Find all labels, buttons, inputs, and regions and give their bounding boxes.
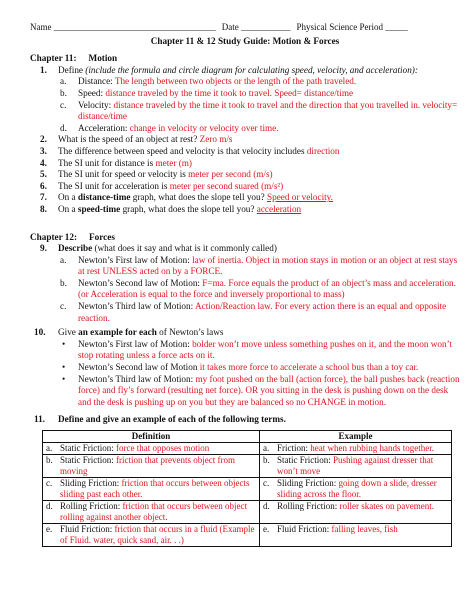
q9-item-c: c. Newton’s Third law of Motion: Action/Reaction law. For every action there is an equal and opposite reaction.: [60, 301, 447, 323]
date-field: Date ___________: [221, 22, 291, 32]
question-2: 2. What is the speed of an object at rest? Zero m/s: [40, 134, 233, 145]
header-line: [30, 22, 460, 34]
question-9: 9. Describe (what does it say and what is it commonly called): [40, 243, 277, 254]
q1-item-a: a. Distance: The length between two objects or the length of the path traveled.: [60, 76, 357, 87]
table-row: b. Static Friction: friction that prevents object from moving b. Static Friction: Pushing against dresser that won’t move: [43, 455, 452, 478]
q10-item-second-law: • Newton’s Second law of Motion it takes more force to accelerate a school bus than a toy car.: [62, 362, 419, 373]
table-row: d. Rolling Friction: friction that occurs between object rolling against another object. d. Rolling Friction: roller skates on pavement.: [43, 501, 452, 524]
q10-item-first-law: • Newton’s First law of Motion: bolder won’t move unless something pushes on it, and the moon won’t stop rotating unless a force acts on it.: [62, 338, 453, 361]
bullet-icon: •: [62, 362, 66, 373]
question-6: 6. The SI unit for acceleration is meter per second suared (m/s²): [40, 180, 284, 191]
definition-column-header: Definition: [43, 431, 260, 443]
study-guide-page: [30, 22, 460, 547]
q1-item-c: c. Velocity: distance traveled by the time it took to travel and the direction that you travelled in. velocity= distance/time: [60, 99, 458, 122]
question-7: 7. On a distance-time graph, what does the slope tell you? Speed or velocity.: [40, 192, 333, 203]
question-5: 5. The SI unit for speed or velocity is meter per second (m/s): [40, 169, 273, 180]
table-row: e. Fluid Friction: friction that occurs in a fluid (Example of Fluid. water, quick sand, air. . .) e. Fluid Friction: falling leaves, fish: [43, 524, 452, 547]
table-row: c. Sliding Friction: friction that occurs between objects sliding past each other. c. Sliding Friction: going down a slide, dresser sliding across the floor.: [43, 478, 452, 501]
page-title: Chapter 11 & 12 Study Guide: Motion & Forces: [150, 35, 340, 46]
example-column-header: Example: [260, 431, 452, 443]
name-field: Name ____________________________________: [30, 22, 216, 32]
question-8: 8. On a speed-time graph, what does the slope tell you? acceleration: [40, 203, 302, 214]
question-4: 4. The SI unit for distance is meter (m): [40, 157, 192, 168]
q9-item-b: b. Newton’s Second law of Motion: F=ma. Force equals the product of an object’s mass and acceleration. (or Acceleration is equal to the force and inversely proportional to mass): [60, 277, 456, 300]
chapter-12-heading: Chapter 12: Forces: [30, 231, 115, 242]
q10-item-third-law: • Newton’s Third law of Motion: my foot pushed on the ball (action force), the ball pushes back (reaction force) and fly’s forward (resulting net force). OR you sitting in the desk is pushing down on the desk and the desk is pushing up on you but they are balanced so no CHANGE in motion.: [62, 373, 460, 407]
question-10: 10. Give an example for each of Newton’s laws: [34, 327, 224, 338]
question-3: 3. The difference between speed and velocity is that velocity includes direction: [40, 145, 340, 156]
chapter-11-heading: Chapter 11: Motion: [30, 53, 118, 64]
period-field: Physical Science Period _____: [296, 22, 408, 32]
bullet-icon: •: [62, 373, 66, 384]
q1-item-d: d. Acceleration: change in velocity or velocity over time.: [60, 122, 279, 133]
q1-item-b: b. Speed: distance traveled by the time it took to travel. Speed= distance/time: [60, 87, 354, 98]
table-row: a. Static Friction: force that opposes motion a. Friction: heat when rubbing hands together.: [43, 443, 452, 455]
question-1: 1. Define (include the formula and circle diagram for calculating speed, velocity, and acceleration):: [40, 64, 418, 75]
bullet-icon: •: [62, 338, 66, 349]
q9-item-a: a. Newton’s First law of Motion: law of inertia. Object in motion stays in motion or an object at rest stays at rest UNLESS acted on by a FORCE.: [60, 254, 458, 277]
friction-terms-table: [42, 430, 452, 547]
question-11: 11. Define and give an example of each of the following terms.: [34, 414, 286, 425]
